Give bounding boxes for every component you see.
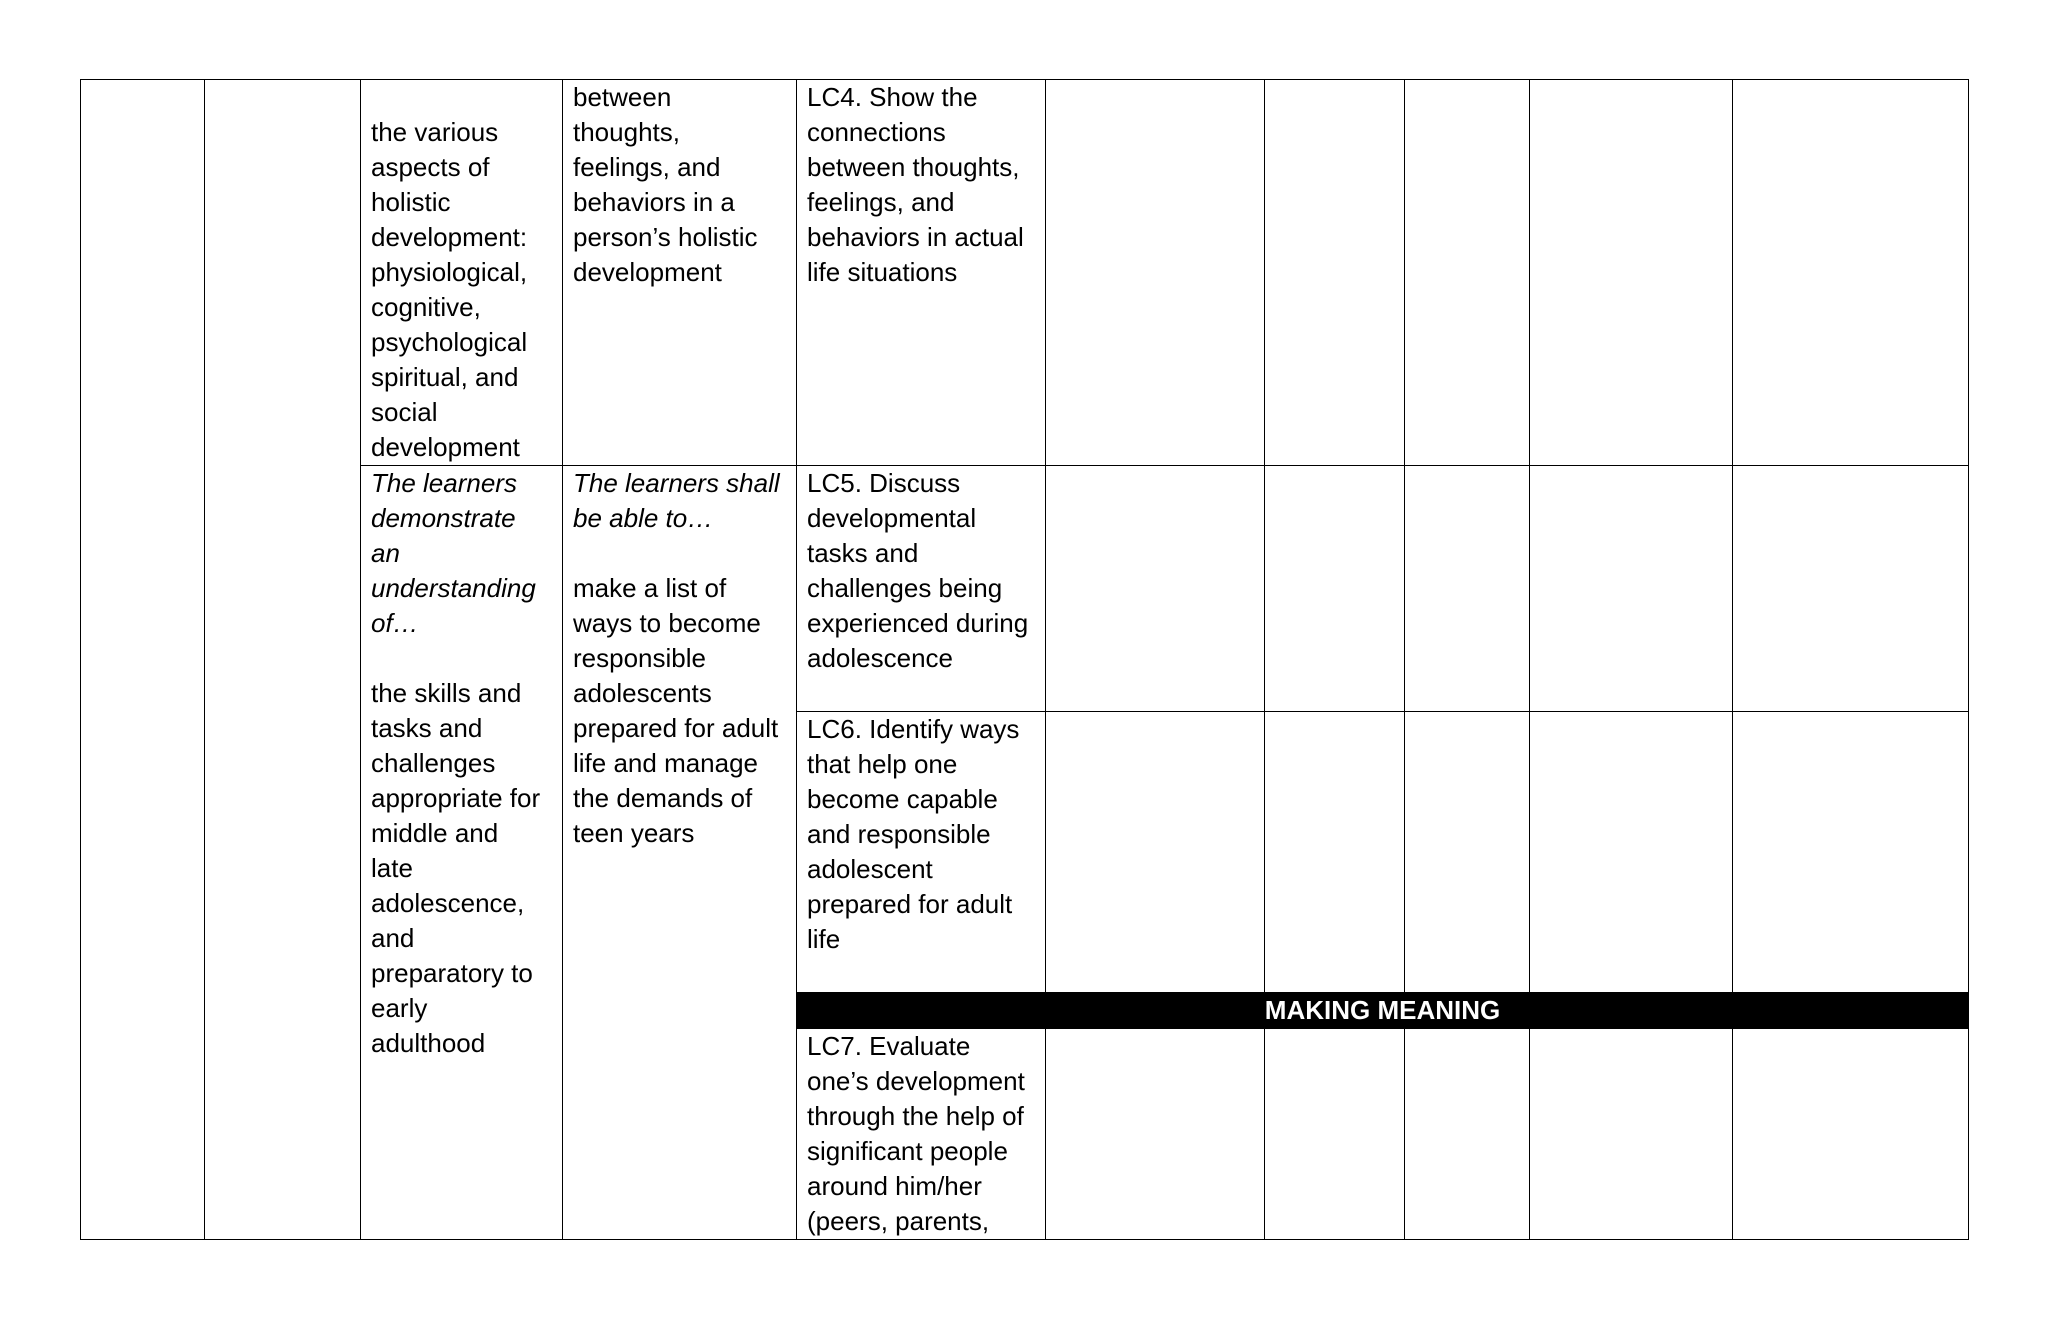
empty-cell — [1530, 80, 1733, 466]
content-standard-intro: The learners demonstrate an understanding of… — [371, 468, 536, 638]
empty-cell — [1265, 1029, 1405, 1240]
section-banner: MAKING MEANING — [797, 993, 1969, 1029]
performance-standard-text: between thoughts, feelings, and behaviors in a person’s holistic development — [573, 82, 758, 287]
empty-cell — [1530, 712, 1733, 993]
empty-cell — [1405, 466, 1530, 712]
grade-cell — [81, 80, 205, 1240]
competency-lc6-text: LC6. Identify ways that help one become capable and responsible adolescent prepared for adult life — [807, 714, 1020, 954]
empty-cell — [1733, 80, 1969, 466]
empty-cell — [1265, 712, 1405, 993]
competency-cell — [797, 466, 1046, 712]
empty-cell — [1733, 466, 1969, 712]
empty-cell — [1733, 1029, 1969, 1240]
empty-cell — [1046, 1029, 1265, 1240]
performance-standard-cell — [563, 80, 797, 466]
performance-standard-cell — [563, 466, 797, 1240]
competency-lc7-text: LC7. Evaluate one’s development through the help of significant people around him/her (peers, parents, — [807, 1031, 1025, 1236]
competency-cell — [797, 712, 1046, 993]
empty-cell — [1046, 712, 1265, 993]
competency-cell — [797, 1029, 1046, 1240]
content-standard-cell — [361, 466, 563, 1240]
empty-cell — [1530, 466, 1733, 712]
table-row — [81, 80, 1969, 466]
content-standard-text: the various aspects of holistic development: physiological, cognitive, psychological spiritual, and social development — [371, 117, 528, 462]
empty-cell — [1733, 712, 1969, 993]
competency-lc5-text: LC5. Discuss developmental tasks and challenges being experienced during adolescence — [807, 468, 1029, 673]
empty-cell — [1046, 466, 1265, 712]
empty-cell — [1530, 1029, 1733, 1240]
empty-cell — [1405, 80, 1530, 466]
quarter-cell — [205, 80, 361, 1240]
competency-cell — [797, 80, 1046, 466]
curriculum-guide-table — [80, 79, 1969, 1240]
empty-cell — [1405, 1029, 1530, 1240]
performance-standard-text: make a list of ways to become responsible adolescents prepared for adult life and manage the demands of teen years — [573, 573, 779, 848]
competency-lc4-text: LC4. Show the connections between thoughts, feelings, and behaviors in actual life situations — [807, 82, 1024, 287]
table-row — [81, 466, 1969, 712]
performance-standard-intro: The learners shall be able to… — [573, 468, 780, 533]
empty-cell — [1265, 80, 1405, 466]
content-standard-text: the skills and tasks and challenges appropriate for middle and late adolescence, and preparatory to early adulthood — [371, 678, 541, 1058]
content-standard-cell — [361, 80, 563, 466]
empty-cell — [1265, 466, 1405, 712]
empty-cell — [1405, 712, 1530, 993]
empty-cell — [1046, 80, 1265, 466]
